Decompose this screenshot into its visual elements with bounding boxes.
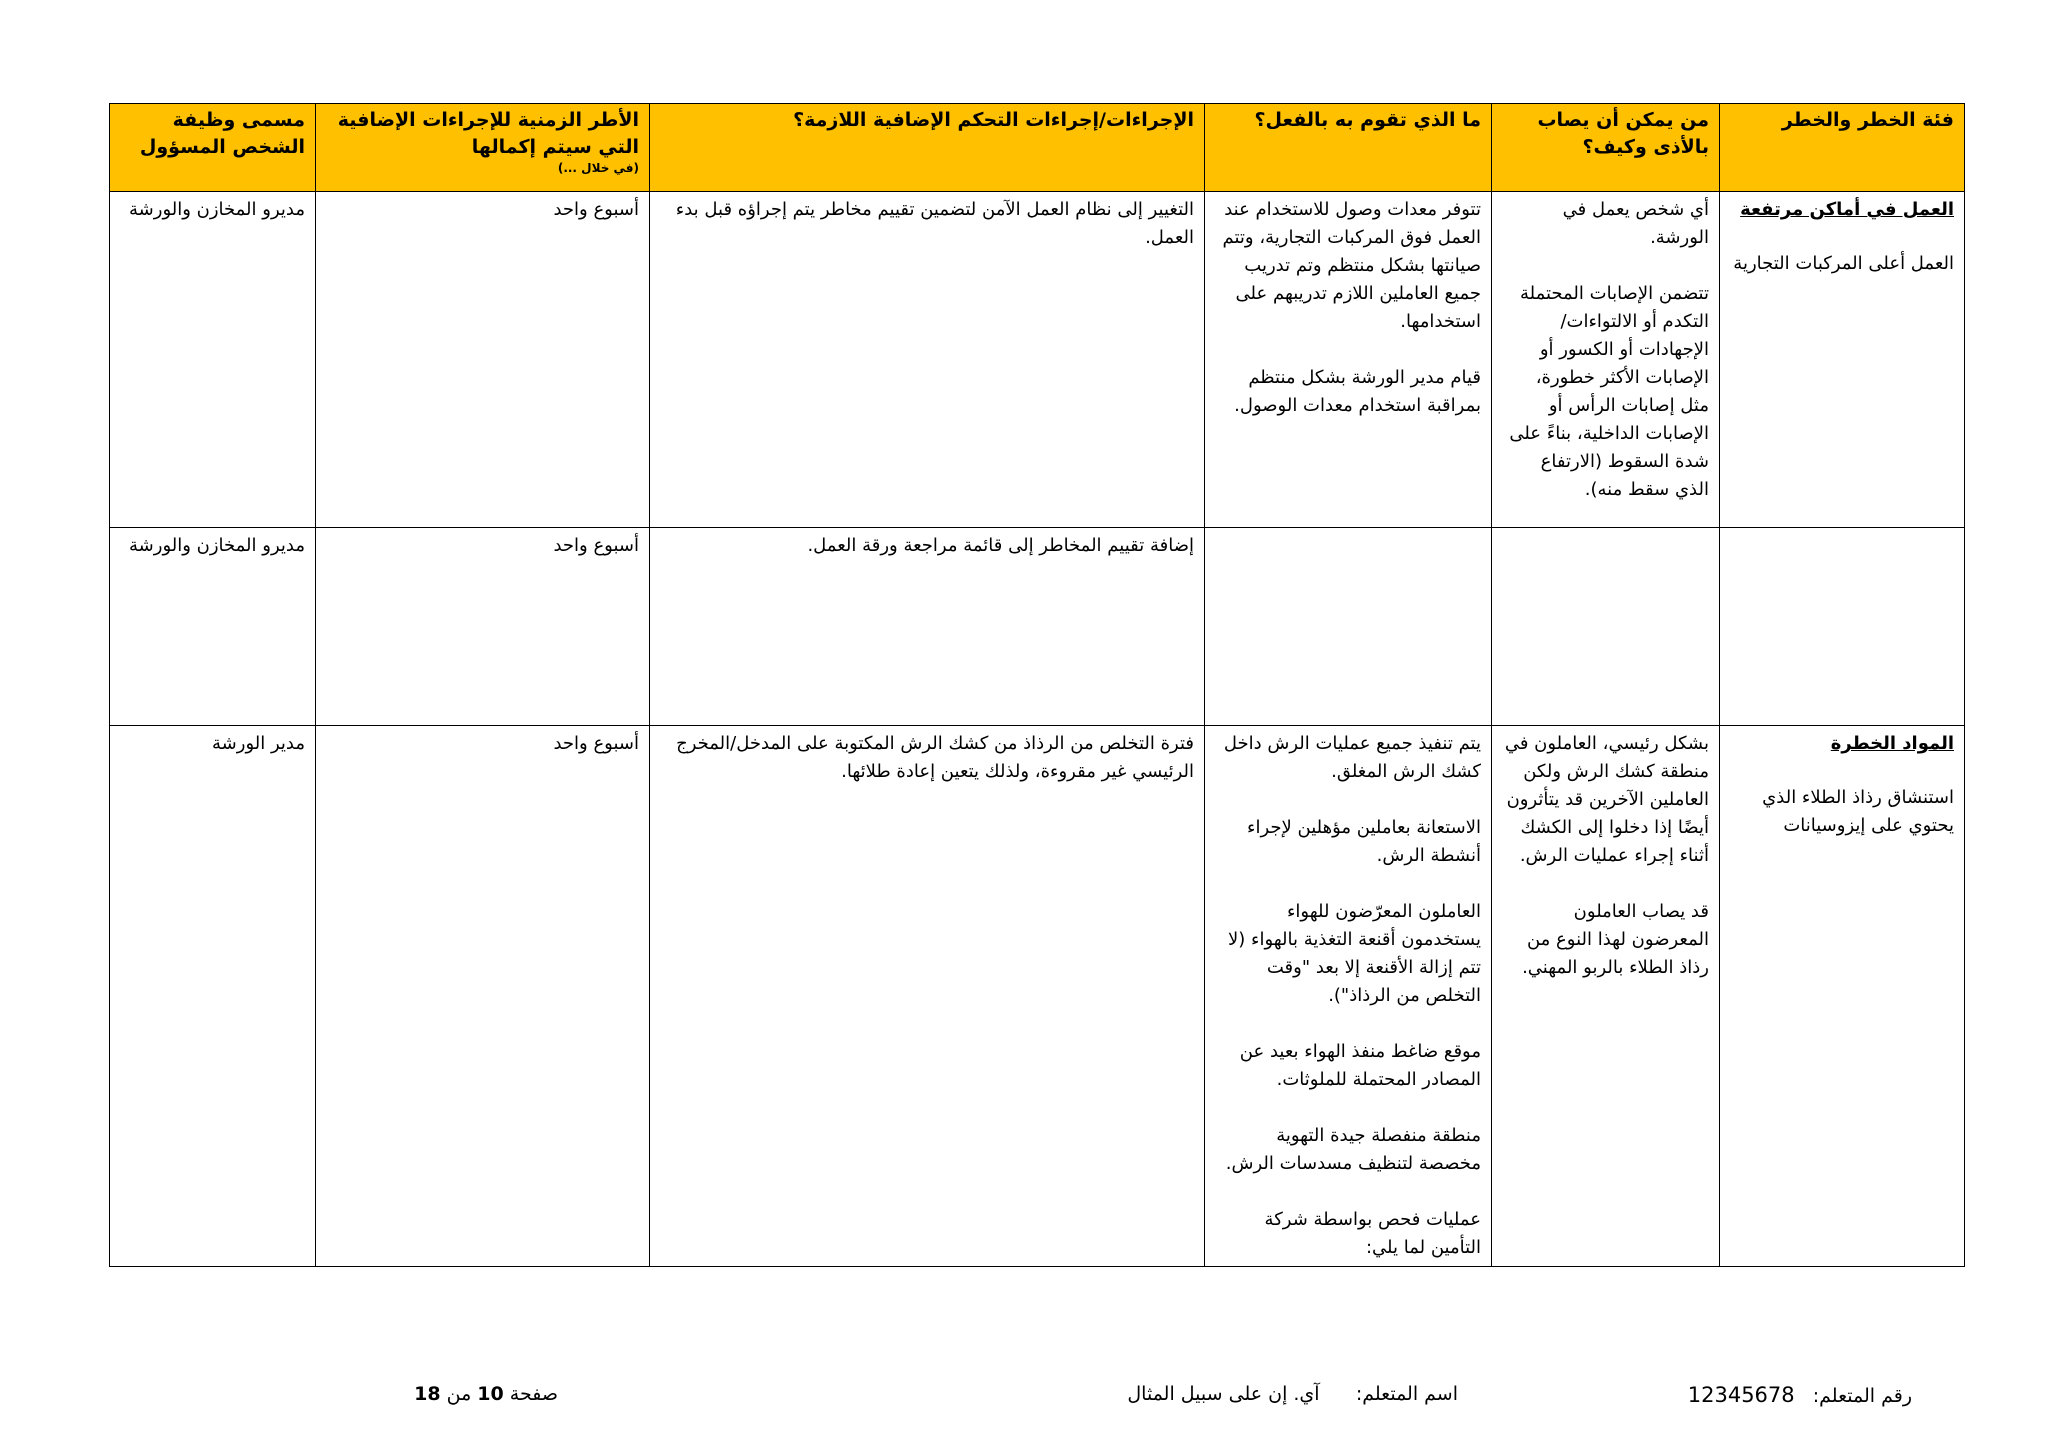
current-paragraph: تتوفر معدات وصول للاستخدام عند العمل فوق المركبات التجارية، وتتم صيانتها بشكل منتظم وتم تدريب جميع العاملين اللازم تدريبهم على استخدامها.	[1222, 199, 1481, 332]
learner-name-value: آي. إن على سبيل المثال	[1127, 1383, 1320, 1405]
who-paragraph: بشكل رئيسي، العاملون في منطقة كشك الرش ولكن العاملين الآخرين قد يتأثرون أيضًا إذا دخلوا إلى الكشك أثناء إجراء عمليات الرش.	[1504, 733, 1709, 866]
learner-number-value: 12345678	[1687, 1383, 1795, 1407]
current-paragraph: العاملون المعرّضون للهواء يستخدمون أقنعة التغذية بالهواء (لا تتم إزالة الأقنعة إلا بعد "وقت التخلص من الرذاذ").	[1227, 901, 1481, 1006]
cell-category	[1720, 192, 1965, 528]
table-header-row	[110, 104, 1965, 192]
who-paragraph: تتضمن الإصابات المحتملة التكدم أو الالتواءات/الإجهادات أو الكسور أو الإصابات الأكثر خطورة، مثل إصابات الرأس أو الإصابات الداخلية، بناءً على شدة السقوط (الارتفاع الذي سقط منه).	[1509, 283, 1709, 500]
page-total: 18	[414, 1383, 441, 1405]
table-row	[110, 528, 1965, 726]
cell-actions: فترة التخلص من الرذاذ من كشك الرش المكتوبة على المدخل/المخرج الرئيسي غير مقروءة، ولذلك يتعين إعادة طلائها.	[650, 726, 1205, 1267]
category-title: المواد الخطرة	[1830, 733, 1954, 754]
cell-who	[1492, 726, 1720, 1267]
header-current: ما الذي تقوم به بالفعل؟	[1205, 104, 1492, 192]
cell-current	[1205, 726, 1492, 1267]
footer-page-number	[414, 1383, 558, 1405]
cell-actions: التغيير إلى نظام العمل الآمن لتضمين تقييم مخاطر يتم إجراؤه قبل بدء العمل.	[650, 192, 1205, 528]
risk-assessment-table	[109, 103, 1965, 1267]
learner-number-label: رقم المتعلم:	[1812, 1385, 1912, 1407]
current-paragraph: الاستعانة بعاملين مؤهلين لإجراء أنشطة الرش.	[1247, 817, 1481, 866]
table-row	[110, 192, 1965, 528]
footer-learner-number	[1688, 1383, 1912, 1407]
cell-actions: إضافة تقييم المخاطر إلى قائمة مراجعة ورقة العمل.	[650, 528, 1205, 726]
page-word: صفحة	[509, 1383, 558, 1405]
current-paragraph: قيام مدير الورشة بشكل منتظم بمراقبة استخدام معدات الوصول.	[1234, 367, 1481, 416]
header-timeframe-label: الأطر الزمنية للإجراءات الإضافية التي سيتم إكمالها	[337, 109, 639, 158]
category-detail: استنشاق رذاذ الطلاء الذي يحتوي على إيزوسيانات	[1762, 787, 1954, 836]
cell-current	[1205, 528, 1492, 726]
header-who: من يمكن أن يصاب بالأذى وكيف؟	[1492, 104, 1720, 192]
header-actions: الإجراءات/إجراءات التحكم الإضافية اللازمة؟	[650, 104, 1205, 192]
cell-who	[1492, 528, 1720, 726]
table-row	[110, 726, 1965, 1267]
page-current: 10	[477, 1383, 504, 1405]
category-detail: العمل أعلى المركبات التجارية	[1733, 253, 1954, 274]
who-paragraph: أي شخص يعمل في الورشة.	[1562, 199, 1709, 248]
cell-responsible: مديرو المخازن والورشة	[110, 192, 316, 528]
cell-category	[1720, 528, 1965, 726]
current-paragraph: عمليات فحص بواسطة شركة التأمين لما يلي:	[1264, 1209, 1481, 1258]
current-paragraph: منطقة منفصلة جيدة التهوية مخصصة لتنظيف مسدسات الرش.	[1225, 1125, 1481, 1174]
current-paragraph: يتم تنفيذ جميع عمليات الرش داخل كشك الرش المغلق.	[1223, 733, 1481, 782]
header-category: فئة الخطر والخطر	[1720, 104, 1965, 192]
category-title: العمل في أماكن مرتفعة	[1740, 199, 1954, 220]
current-paragraph: موقع ضاغط منفذ الهواء بعيد عن المصادر المحتملة للملوثات.	[1239, 1041, 1481, 1090]
cell-who	[1492, 192, 1720, 528]
page-of: من	[446, 1383, 472, 1405]
header-timeframe	[316, 104, 650, 192]
cell-category	[1720, 726, 1965, 1267]
header-responsible: مسمى وظيفة الشخص المسؤول	[110, 104, 316, 192]
cell-current	[1205, 192, 1492, 528]
cell-responsible: مدير الورشة	[110, 726, 316, 1267]
footer-learner-name	[1127, 1383, 1458, 1405]
cell-timeframe: أسبوع واحد	[316, 192, 650, 528]
learner-name-label: اسم المتعلم:	[1355, 1383, 1458, 1405]
header-timeframe-sub: (في خلال ...)	[557, 161, 639, 175]
cell-timeframe: أسبوع واحد	[316, 528, 650, 726]
cell-timeframe: أسبوع واحد	[316, 726, 650, 1267]
cell-responsible: مديرو المخازن والورشة	[110, 528, 316, 726]
who-paragraph: قد يصاب العاملون المعرضون لهذا النوع من رذاذ الطلاء بالربو المهني.	[1522, 901, 1709, 978]
